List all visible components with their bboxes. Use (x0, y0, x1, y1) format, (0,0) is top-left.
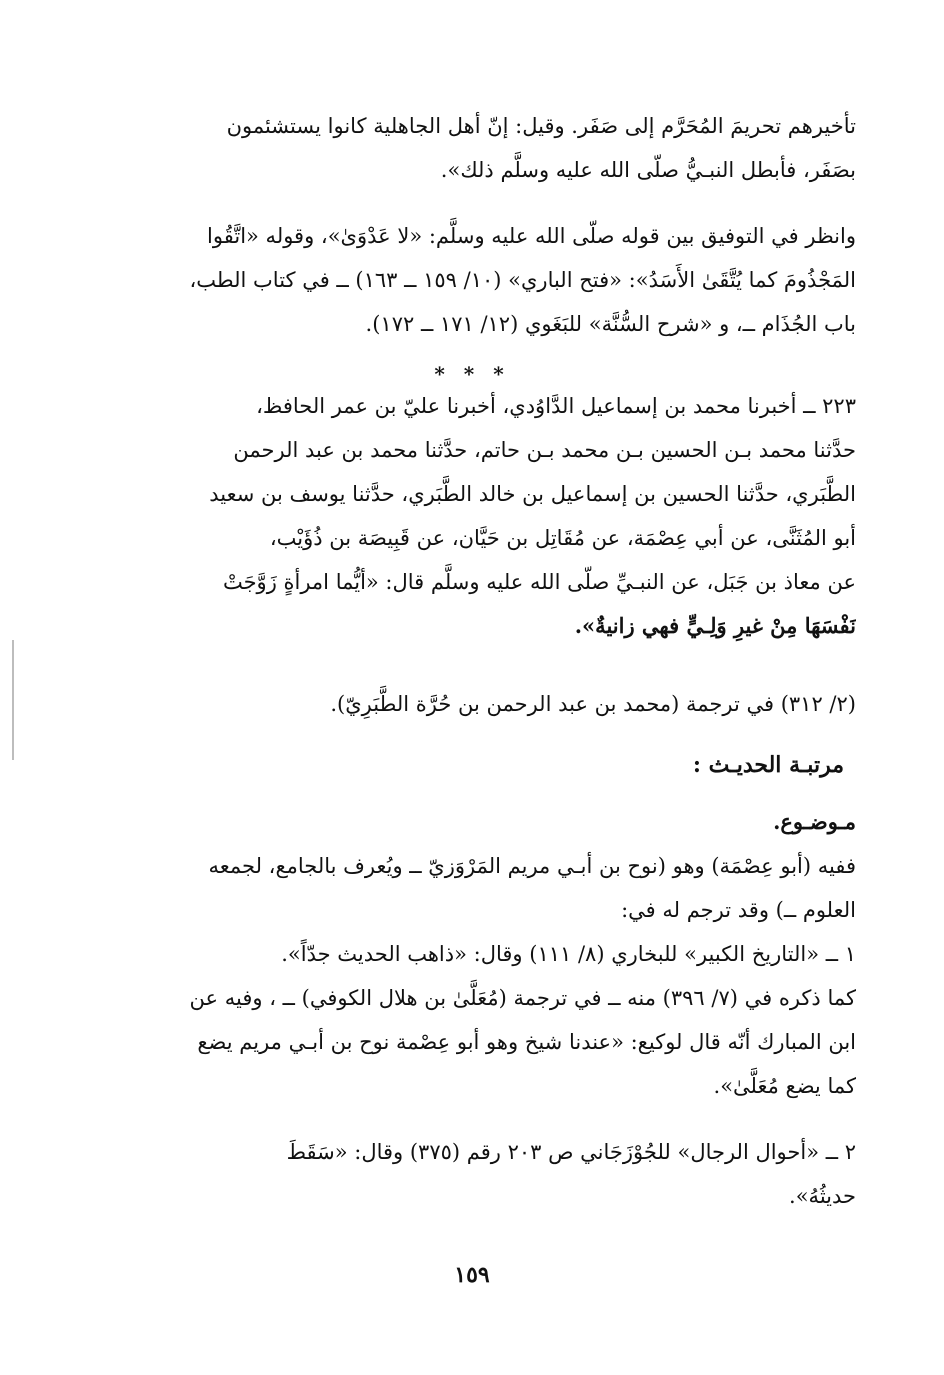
verdict-line: ففيه (أبو عِصْمَة) وهو (نوح بن أبـي مريم المَرْوَزيّ ــ ويُعرف بالجامع، لجمعه (208, 854, 856, 878)
reference-line: كما ذكره في (٧/ ٣٩٦) منه ــ في ترجمة (مُعَلَّىٰ بن هلال الكوفي) ــ ، وفيه عن (189, 986, 856, 1010)
paragraph-line: بصَفَر، فأبطل النبـيُّ صلّى الله عليه وسلَّم ذلك». (440, 158, 856, 182)
source-reference (96, 682, 856, 726)
hadith-matn-line: نَفْسَهَا مِنْ غيرِ وَلِـيٍّ فهي زانيةٌ». (574, 613, 856, 638)
reference-line: حديثُهُ». (789, 1184, 856, 1208)
reference-1 (96, 932, 856, 1108)
scan-edge-line (12, 640, 14, 760)
paragraph-line: المَجْذُومَ كما يُتَّقَىٰ الأَسَدُ»: «فتح الباري» (١٠/ ١٥٩ ــ ١٦٣) ــ في كتاب الطب، (189, 268, 856, 292)
paragraph-reconciliation (96, 214, 856, 346)
paragraph-line: باب الجُذَام ــ، و «شرح السُّنَّة» للبَغَوي (١٢/ ١٧١ ــ ١٧٢). (365, 312, 856, 336)
hadith-223 (96, 384, 856, 648)
reference-line: كما يضع مُعَلَّىٰ». (713, 1074, 856, 1098)
paragraph-line: وانظر في التوفيق بين قوله صلّى الله عليه وسلَّم: «لا عَدْوَىٰ»، وقوله «اتَّقُوا (207, 224, 856, 248)
reference-line: ابن المبارك أنّه قال لوكيع: «عندنا شيخ وهو أبو عِصْمة نوح بن أبـي مريم يضع (197, 1030, 856, 1054)
section-separator: * * * (434, 362, 510, 386)
hadith-line: عن معاذ بن جَبَل، عن النبـيِّ صلّى الله عليه وسلَّم قال: «أيُّما امرأةٍ زَوَّجَتْ (222, 570, 856, 594)
hadith-line: حدَّثنا محمد بـن الحسين بـن محمد بـن حاتم، حدَّثنا محمد بن عبد الرحمن (233, 438, 856, 462)
hadith-line: أبو المُثَنَّى، عن أبي عِصْمَة، عن مُقَاتِل بن حَيَّان، عن قَبِيصَة بن ذُؤَيْب، (269, 526, 856, 550)
reference-line: ٢ ــ «أحوال الرجال» للجُوْزَجَاني ص ٢٠٣ رقم (٣٧٥) وقال: «سَقَطَ (286, 1140, 856, 1164)
reference-line: ١ ــ «التاريخ الكبير» للبخاري (٨/ ١١١) وقال: «ذاهب الحديث جدّاً». (281, 942, 856, 966)
verdict-line: العلوم ــ) وقد ترجم له في: (621, 898, 856, 922)
hadith-line: الطَّبَري، حدَّثنا الحسين بن إسماعيل بن خالد الطَّبَري، حدَّثنا يوسف بن سعيد (209, 482, 856, 506)
reference-2 (96, 1130, 856, 1218)
page-number: ١٥٩ (454, 1262, 490, 1288)
verdict-word: مـوضـوع. (773, 809, 856, 834)
paragraph-saffar (96, 104, 856, 192)
section-heading: مرتبـة الحديـث : (692, 752, 844, 778)
hadith-line: ٢٢٣ ــ أخبرنا محمد بن إسماعيل الدَّاوُدي، أخبرنا عليّ بن عمر الحافظ، (256, 394, 856, 418)
source-line: (٢/ ٣١٢) في ترجمة (محمد بن عبد الرحمن بن حُرَّة الطَّبَرِيّ). (330, 692, 856, 716)
verdict-block (96, 800, 856, 932)
paragraph-line: تأخيرهم تحريمَ المُحَرَّم إلى صَفَر. وقيل: إنّ أهل الجاهلية كانوا يستشئمون (226, 114, 856, 138)
